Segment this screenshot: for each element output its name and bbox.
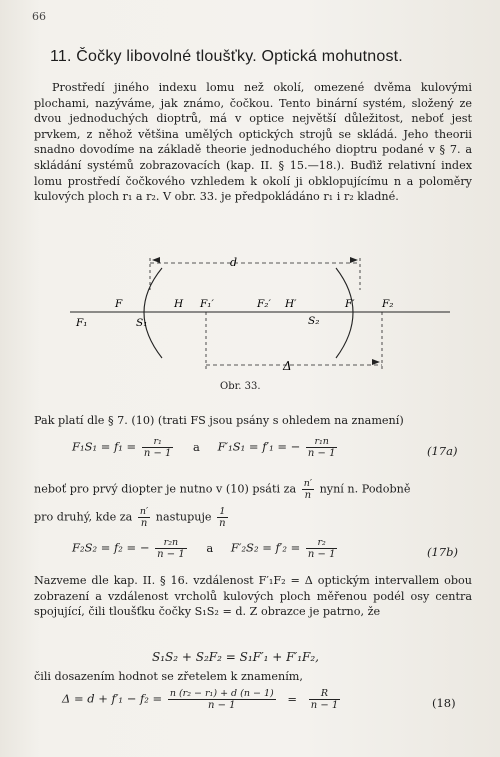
label-F2p: F₂′ (257, 298, 271, 310)
text-after-figure: Pak platí dle § 7. (10) (trati FS jsou psány s ohledem na znamení) (34, 414, 404, 427)
intro-paragraph: Prostředí jiného indexu lomu než okolí, omezené dvěma kulovými plochami, nazýváme, jak známo, čočkou. Tento binární systém, složený ze dvou jednoduchých dioptrů, má v optice největší důležitost, neboť jest prvkem, z něhož většina umělých optických strojů se skládá. Jeho theorii snadno dovodíme na základě theorie jednoduchého dioptru podané v § 7. a skládání systémů zobrazovacích (kap. II. § 15.—18.). Buďiž relativní index lomu prostředí čočkového vzhledem k okolí ji obklopujícímu n a poloměry kulových ploch r₁ a r₂. V obr. 33. je předpokládáno r₁ i r₂ kladné. (34, 81, 472, 204)
paragraph-2: Nazveme dle kap. II. § 16. vzdálenost F′₁F₂ = Δ optickým intervallem obou zobrazení a vzdálenost vrcholů kulových ploch měřenou podél osy centra spojující, čili tloušťku čočky S₁S₂ = d. Z obrazce je patrno, že (34, 574, 472, 619)
equation-number-17b: (17b) (427, 545, 458, 559)
label-S1: S₁ (136, 317, 148, 329)
label-F1p: F₁′ (200, 298, 214, 310)
equation-number-18: (18) (432, 696, 456, 710)
equation-17a: F₁S₁ = f₁ = $\frac{\text{r₁}}{n - 1}$ a F′₁S₁ = f′₁ = − $\frac{\text{r₁n}}{n - 1}$ (72, 436, 336, 459)
equation-18: Δ = d + f′₁ − f₂ = $\frac{\text{n (r₂ − r₁) + d (n − 1)}}{n - 1}$ = $\frac{R}{n - 1}$ (62, 688, 339, 711)
label-S2: S₂ (308, 315, 320, 327)
text-before-18: čili dosazením hodnot se zřetelem k znamením, (34, 670, 303, 683)
label-Fp: F′ (345, 298, 355, 310)
section-title: 11. Čočky libovolné tloušťky. Optická mohutnost. (50, 48, 403, 65)
label-F1: F₁ (76, 317, 88, 329)
text-mid-2: pro druhý, kde za $\frac{n'}{n}$ nastupuje $\frac{1}{n}$ (34, 506, 226, 529)
equation-number-17a: (17a) (427, 444, 458, 458)
label-Hp: H′ (285, 298, 297, 310)
equation-sum: S₁S₂ + S₂F₂ = S₁F′₁ + F′₁F₂, (152, 650, 319, 664)
label-H: H (174, 298, 184, 310)
label-delta: Δ (283, 359, 292, 373)
lens-surface-2 (336, 268, 353, 358)
equation-17b: F₂S₂ = f₂ = − $\frac{\text{r₂n}}{n - 1}$ a F′₂S₂ = f′₂ = $\frac{\text{r₂}}{n - 1}$ (72, 537, 336, 560)
lens-figure (40, 250, 460, 380)
label-F: F (115, 298, 123, 310)
figure-caption: Obr. 33. (220, 381, 261, 392)
label-F2: F₂ (382, 298, 394, 310)
text-mid-1: neboť pro prvý diopter je nutno v (10) psáti za $\frac{n'}{n}$ nyní n. Podobně (34, 478, 411, 501)
lens-surface-1 (144, 268, 162, 358)
page-number: 66 (32, 10, 46, 23)
label-d: d (230, 256, 238, 269)
